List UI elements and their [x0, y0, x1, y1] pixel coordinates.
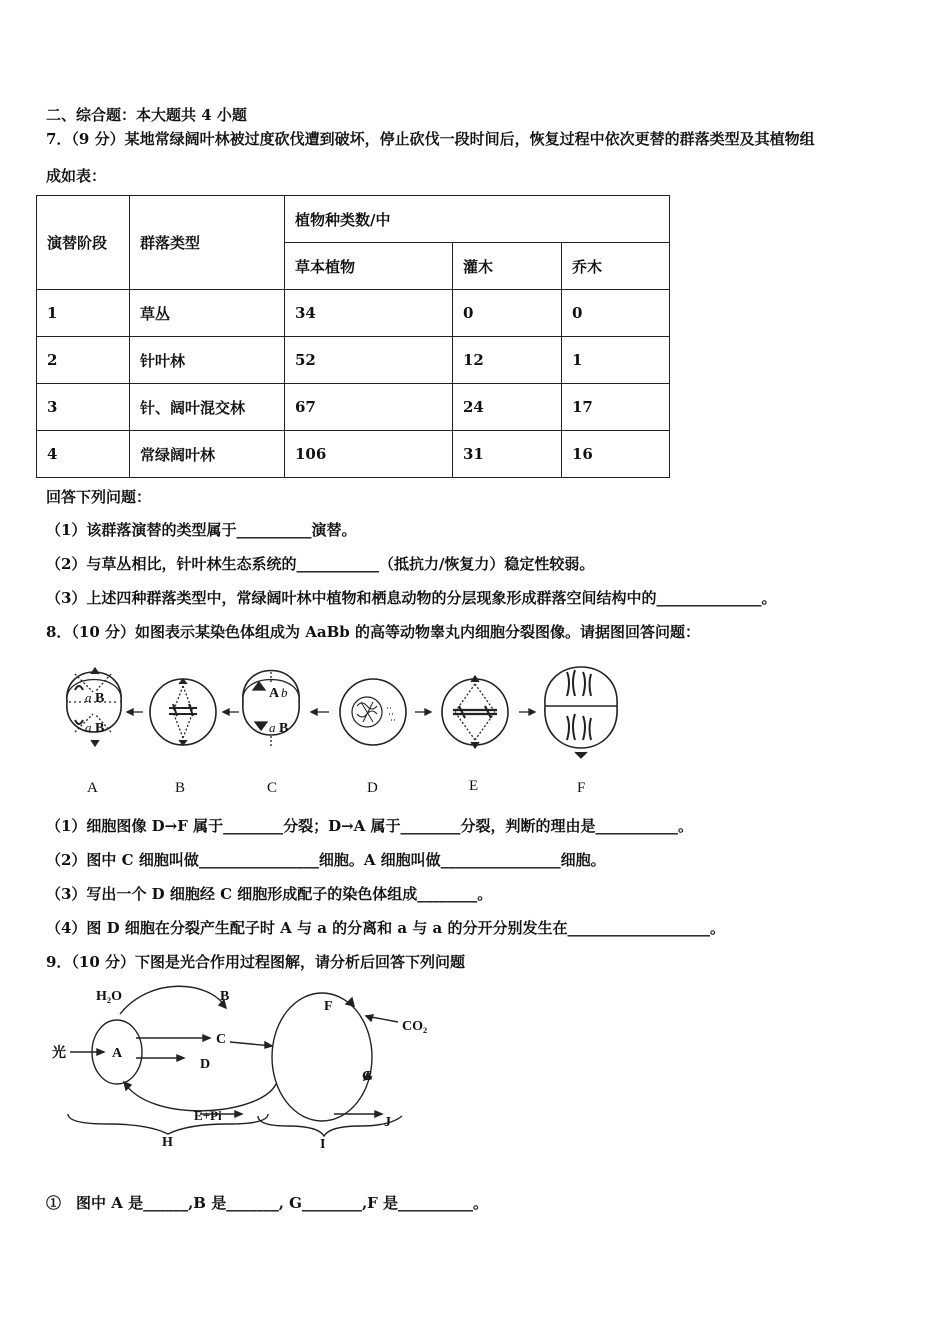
q8-sub4: （4）图 D 细胞在分裂产生配子时 A 与 a 的分离和 a 与 a 的分开分别发生在___________________。	[46, 919, 725, 937]
cell-stage: 1	[37, 290, 130, 337]
label-water: H₂O	[96, 989, 122, 1004]
cell-shrub: 0	[453, 290, 562, 337]
cell-type: 针叶林	[130, 337, 285, 384]
table-row	[37, 431, 670, 478]
cell-c-gene: B	[279, 721, 289, 736]
cell-f	[545, 667, 617, 758]
label-b: B	[220, 989, 230, 1004]
q7-sub3: （3）上述四种群落类型中，常绿阔叶林中植物和栖息动物的分层现象形成群落空间结构中的______________。	[46, 589, 777, 607]
q9-sub1: ① 图中 A 是______,B 是_______, G________,F 是__________。	[46, 1194, 489, 1212]
cell-a-gene: a	[85, 690, 92, 705]
cell-e	[442, 676, 508, 748]
cell-type: 草丛	[130, 290, 285, 337]
q8-stem: 8．（10 分）如图表示某染色体组成为 AaBb 的高等动物睾丸内细胞分裂图像。请据图回答问题：	[46, 623, 701, 641]
label-g: G	[362, 1069, 373, 1084]
cell-stage: 4	[37, 431, 130, 478]
label-h: H	[162, 1135, 173, 1150]
header-tree: 乔木	[562, 243, 670, 290]
label-i: I	[320, 1137, 326, 1152]
cell-type: 针、阔叶混交林	[130, 384, 285, 431]
label-d: D	[200, 1057, 211, 1072]
header-herb: 草本植物	[285, 243, 453, 290]
cell-tree: 16	[562, 431, 670, 478]
cell-label-d: D	[367, 780, 378, 796]
cell-a	[67, 668, 121, 746]
cell-c	[243, 671, 299, 749]
succession-table	[36, 195, 670, 478]
calvin-cycle-ellipse	[272, 993, 372, 1121]
label-e-pi: E+Pi	[194, 1108, 222, 1123]
cell-a-gene: B	[95, 721, 105, 736]
label-light: 光	[52, 1046, 66, 1061]
label-j: J	[384, 1115, 391, 1130]
q7-answer-intro: 回答下列问题：	[46, 488, 152, 506]
cell-label-c: C	[267, 780, 278, 796]
cell-c-gene: b	[281, 685, 288, 700]
cell-division-figure	[55, 652, 635, 806]
cell-shrub: 31	[453, 431, 562, 478]
cell-type: 常绿阔叶林	[130, 431, 285, 478]
label-c: C	[216, 1032, 227, 1047]
table-header-row	[37, 196, 670, 243]
header-species: 植物种类数/中	[285, 196, 670, 243]
table-row	[37, 337, 670, 384]
q7-sub1: （1）该群落演替的类型属于__________演替。	[46, 521, 357, 539]
q8-sub2: （2）图中 C 细胞叫做________________细胞。A 细胞叫做________________细胞。	[46, 851, 606, 869]
header-stage: 演替阶段	[37, 196, 130, 290]
q8-sub1: （1）细胞图像 D→F 属于________分裂；D→A 属于________分裂，判断的理由是___________。	[46, 817, 694, 835]
cell-label-e: E	[469, 778, 479, 794]
cell-shrub: 12	[453, 337, 562, 384]
table-row	[37, 384, 670, 431]
label-co2: CO₂	[402, 1019, 428, 1034]
label-a: A	[112, 1046, 123, 1061]
cell-herb: 67	[285, 384, 453, 431]
header-type: 群落类型	[130, 196, 285, 290]
q7-stem-line1: 7．（9 分）某地常绿阔叶林被过度砍伐遭到破坏，停止砍伐一段时间后，恢复过程中依次更替的群落类型及其植物组	[46, 130, 815, 148]
cell-label-f: F	[577, 780, 586, 796]
cell-a-gene: a	[85, 720, 92, 735]
cell-label-b: B	[175, 780, 186, 796]
cell-tree: 17	[562, 384, 670, 431]
table-row	[37, 290, 670, 337]
cell-d	[340, 679, 406, 745]
label-f: F	[324, 999, 333, 1014]
q8-sub3: （3）写出一个 D 细胞经 C 细胞形成配子的染色体组成________。	[46, 885, 493, 903]
cell-stage: 3	[37, 384, 130, 431]
photosynthesis-diagram	[50, 980, 450, 1159]
cell-a-gene: B	[95, 691, 105, 706]
cell-c-gene: A	[269, 686, 280, 701]
q7-stem-line2: 成如表：	[46, 167, 107, 185]
brace-h	[68, 1114, 268, 1134]
cell-herb: 34	[285, 290, 453, 337]
cell-label-a: A	[87, 780, 98, 796]
cell-c-gene: a	[269, 720, 276, 735]
cell-herb: 52	[285, 337, 453, 384]
section-title: 二、综合题：本大题共 4 小题	[46, 106, 247, 124]
cell-b	[150, 679, 216, 745]
cell-tree: 0	[562, 290, 670, 337]
cell-herb: 106	[285, 431, 453, 478]
q9-stem: 9．（10 分）下图是光合作用过程图解，请分析后回答下列问题	[46, 953, 466, 971]
brace-i	[258, 1116, 402, 1136]
cell-stage: 2	[37, 337, 130, 384]
header-shrub: 灌木	[453, 243, 562, 290]
cell-tree: 1	[562, 337, 670, 384]
q7-sub2: （2）与草丛相比，针叶林生态系统的___________（抵抗力/恢复力）稳定性较弱。	[46, 555, 595, 573]
cell-shrub: 24	[453, 384, 562, 431]
